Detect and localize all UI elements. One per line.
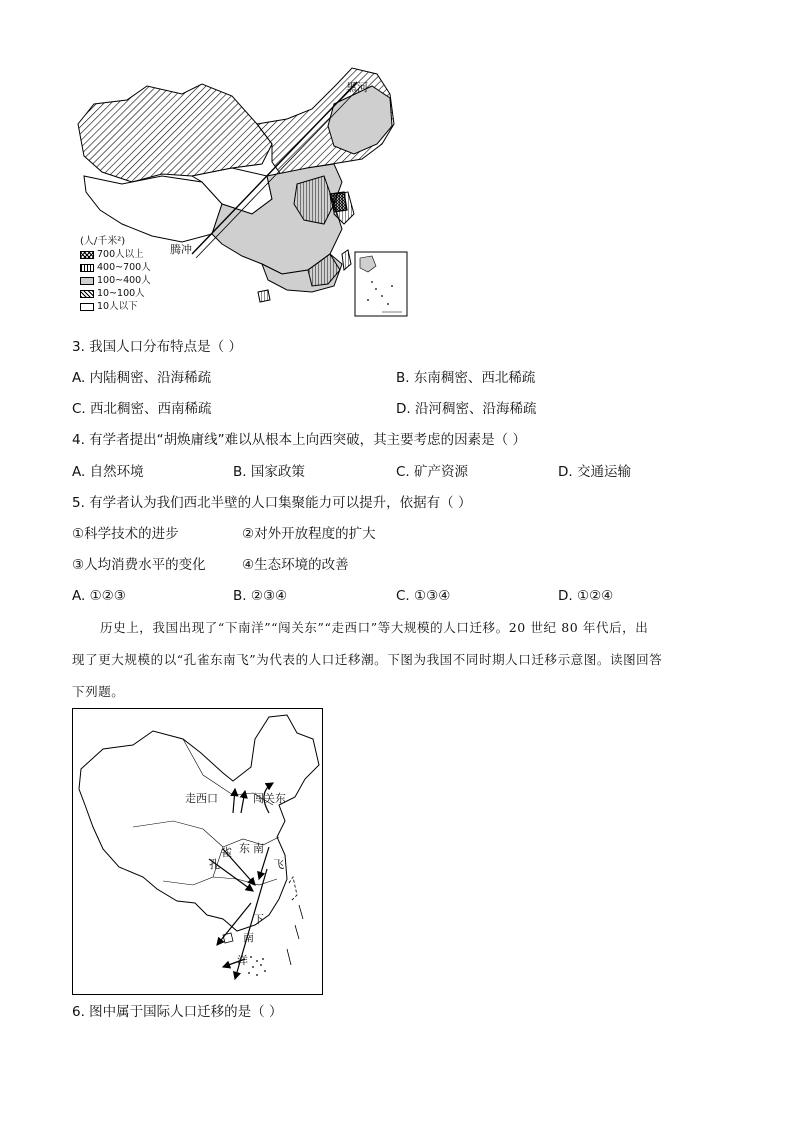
legend-label: 10人以下 — [97, 301, 138, 312]
label-yang: 洋 — [237, 954, 248, 967]
legend-item-10-100 — [80, 289, 145, 299]
q4-option-a[interactable]: A. 自然环境 — [72, 464, 144, 480]
q5-option-c[interactable]: C. ①③④ — [396, 588, 451, 604]
q5-item-2: ②对外开放程度的扩大 — [242, 526, 376, 542]
swatch-white — [80, 303, 94, 311]
q5-item-3: ③人均消费水平的变化 — [72, 557, 206, 573]
q5-option-b[interactable]: B. ②③④ — [233, 588, 288, 604]
passage-line-2: 现了更大规模的以“孔雀东南飞”为代表的人口迁移潮。下图为我国不同时期人口迁移示意图。读图回答 — [72, 652, 663, 667]
swatch-gray — [80, 277, 94, 285]
q4-option-d[interactable]: D. 交通运输 — [558, 464, 631, 480]
q5-item-4: ④生态环境的改善 — [242, 557, 349, 573]
q4-option-b[interactable]: B. 国家政策 — [233, 464, 305, 480]
migration-map — [72, 708, 323, 995]
q3-option-d[interactable]: D. 沿河稠密、沿海稀疏 — [396, 401, 537, 417]
label-tengchong: 腾冲 — [170, 243, 192, 256]
passage-line-1: 历史上，我国出现了“下南洋”“闯关东”“走西口”等大规模的人口迁移。20 世纪 80 年代后，出 — [100, 620, 649, 635]
china-outline — [79, 715, 319, 931]
legend-item-under-10 — [80, 302, 138, 312]
region-taiwan — [342, 250, 351, 270]
q4-stem: 4. 有学者提出“胡焕庸线”难以从根本上向西突破，其主要考虑的因素是（ ） — [72, 432, 526, 448]
region-northwest — [78, 84, 272, 182]
label-nan2: 南 — [243, 931, 254, 944]
label-chuangguandong: 闯关东 — [253, 792, 286, 805]
label-dong: 东 — [239, 842, 250, 855]
region-hainan — [258, 290, 270, 302]
q3-option-c[interactable]: C. 西北稠密、西南稀疏 — [72, 401, 212, 417]
q6-stem: 6. 图中属于国际人口迁移的是（ ） — [72, 1004, 283, 1020]
passage-line-3: 下列题。 — [72, 684, 125, 699]
legend-item-700 — [80, 250, 144, 260]
swatch-vertical — [80, 264, 94, 272]
q5-option-d[interactable]: D. ①②④ — [558, 588, 614, 604]
label-fei: 飞 — [273, 858, 284, 871]
label-nan: 南 — [253, 842, 264, 855]
swatch-cross — [80, 251, 94, 259]
swatch-diagonal — [80, 290, 94, 298]
legend-item-400-700 — [80, 263, 151, 273]
legend-unit: (人/千米²) — [80, 236, 126, 247]
q3-option-b[interactable]: B. 东南稠密、西北稀疏 — [396, 370, 536, 386]
legend-label: 100~400人 — [97, 275, 151, 286]
q3-stem: 3. 我国人口分布特点是（ ） — [72, 339, 242, 355]
label-xia: 下 — [253, 913, 264, 926]
label-heihe: 黑河 — [346, 81, 368, 94]
q5-stem: 5. 有学者认为我们西北半壁的人口集聚能力可以提升，依据有（ ） — [72, 495, 472, 511]
label-kong: 孔 — [209, 858, 220, 871]
migration-map-svg — [73, 709, 322, 994]
q5-option-a[interactable]: A. ①②③ — [72, 588, 126, 604]
q4-option-c[interactable]: C. 矿产资源 — [396, 464, 469, 480]
population-density-map — [72, 64, 412, 320]
q5-item-1: ①科学技术的进步 — [72, 526, 179, 542]
region-tibet — [84, 176, 222, 242]
label-que: 雀 — [221, 846, 232, 859]
legend-label: 700人以上 — [97, 249, 144, 260]
legend-label: 10~100人 — [97, 288, 145, 299]
legend-item-100-400 — [80, 276, 151, 286]
legend-label: 400~700人 — [97, 262, 151, 273]
q3-option-a[interactable]: A. 内陆稠密、沿海稀疏 — [72, 370, 212, 386]
label-zouxikou: 走西口 — [185, 792, 218, 805]
